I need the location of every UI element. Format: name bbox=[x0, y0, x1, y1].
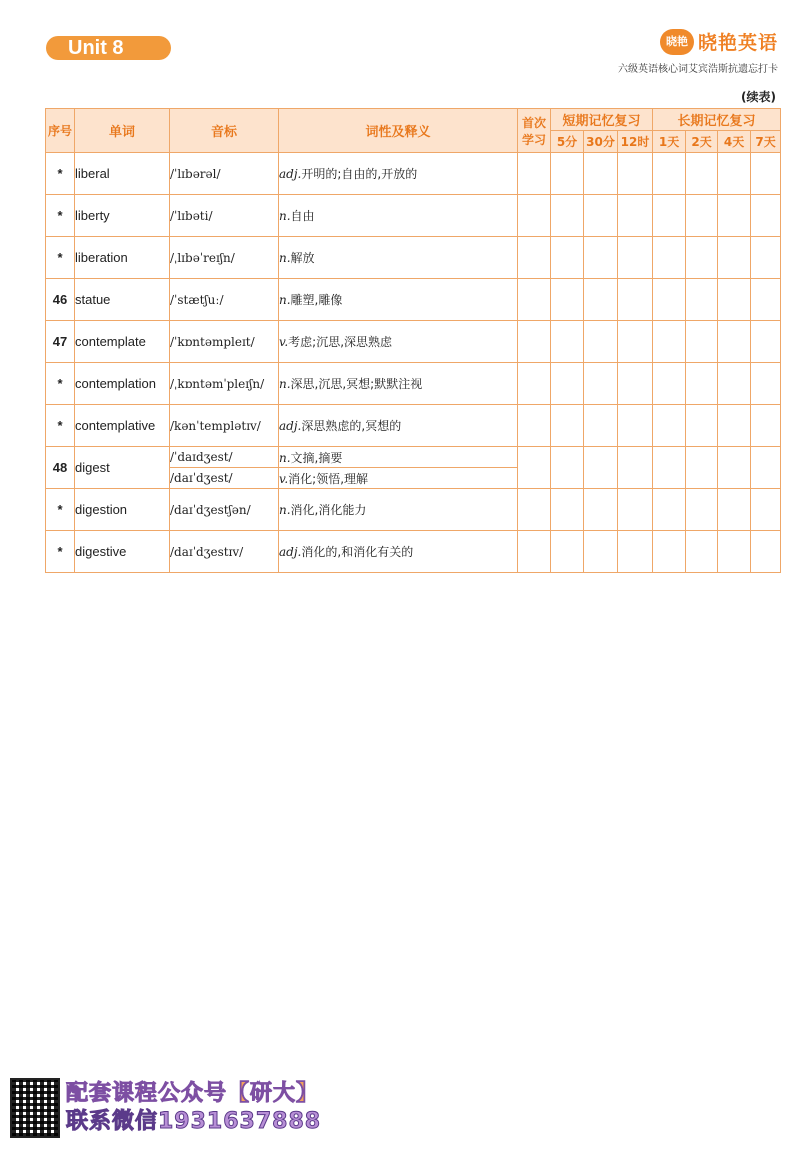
review-checkbox-cell[interactable] bbox=[584, 153, 618, 195]
table-row bbox=[46, 531, 781, 573]
watermark-line1: 配套课程公众号【研大】 bbox=[66, 1081, 320, 1106]
review-checkbox-cell[interactable] bbox=[718, 405, 751, 447]
header-long-term: 长期记忆复习 bbox=[653, 109, 781, 131]
unit-badge: Unit 8 bbox=[46, 36, 171, 60]
review-checkbox-cell[interactable] bbox=[686, 321, 718, 363]
review-checkbox-cell[interactable] bbox=[518, 321, 551, 363]
meaning: 自由 bbox=[290, 209, 315, 223]
review-checkbox-cell[interactable] bbox=[751, 279, 781, 321]
header-long-col: 1天 bbox=[653, 131, 686, 153]
table-row bbox=[46, 405, 781, 447]
word-cell: digestion bbox=[75, 489, 170, 531]
header-definition: 词性及释义 bbox=[279, 109, 518, 153]
review-checkbox-cell[interactable] bbox=[653, 153, 686, 195]
header-word: 单词 bbox=[75, 109, 170, 153]
part-of-speech: n. bbox=[279, 209, 291, 223]
review-checkbox-cell[interactable] bbox=[751, 405, 781, 447]
meaning: 雕塑,雕像 bbox=[290, 293, 343, 307]
meaning: 消化,消化能力 bbox=[290, 503, 367, 517]
definition-cell bbox=[279, 153, 518, 195]
header-first-study: 首次学习 bbox=[518, 109, 551, 153]
part-of-speech: v. bbox=[279, 335, 289, 349]
meaning: 考虑;沉思,深思熟虑 bbox=[288, 335, 393, 349]
part-of-speech: n. bbox=[279, 450, 291, 465]
review-checkbox-cell[interactable] bbox=[551, 279, 584, 321]
table-row bbox=[46, 195, 781, 237]
row-number: * bbox=[46, 405, 75, 447]
review-checkbox-cell[interactable] bbox=[686, 195, 718, 237]
word-cell: statue bbox=[75, 279, 170, 321]
phonetic-cell: /daɪˈdʒest/ bbox=[170, 468, 279, 489]
review-checkbox-cell[interactable] bbox=[718, 237, 751, 279]
review-checkbox-cell[interactable] bbox=[686, 237, 718, 279]
header-short-col: 12时 bbox=[618, 131, 653, 153]
review-checkbox-cell[interactable] bbox=[618, 321, 653, 363]
review-checkbox-cell[interactable] bbox=[653, 447, 686, 489]
table-row bbox=[46, 237, 781, 279]
header-long-col: 2天 bbox=[686, 131, 718, 153]
review-checkbox-cell[interactable] bbox=[618, 447, 653, 489]
review-checkbox-cell[interactable] bbox=[718, 321, 751, 363]
word-cell: contemplate bbox=[75, 321, 170, 363]
header-short-col: 30分 bbox=[584, 131, 618, 153]
header-short-col: 5分 bbox=[551, 131, 584, 153]
watermark-line2: 联系微信1931637888 bbox=[66, 1109, 322, 1134]
review-checkbox-cell[interactable] bbox=[653, 405, 686, 447]
definition-cell bbox=[279, 279, 518, 321]
review-checkbox-cell[interactable] bbox=[618, 195, 653, 237]
review-checkbox-cell[interactable] bbox=[718, 363, 751, 405]
definition-cell bbox=[279, 489, 518, 531]
part-of-speech: n. bbox=[279, 503, 291, 517]
review-checkbox-cell[interactable] bbox=[551, 195, 584, 237]
brand bbox=[660, 28, 778, 55]
meaning: 深思熟虑的,冥想的 bbox=[301, 419, 402, 433]
definition-cell bbox=[279, 468, 518, 489]
part-of-speech: v. bbox=[279, 471, 289, 486]
watermark bbox=[10, 1078, 321, 1138]
table-row bbox=[46, 489, 781, 531]
table-row bbox=[46, 321, 781, 363]
review-checkbox-cell[interactable] bbox=[584, 531, 618, 573]
review-checkbox-cell[interactable] bbox=[618, 405, 653, 447]
word-cell: liberty bbox=[75, 195, 170, 237]
review-checkbox-cell[interactable] bbox=[518, 153, 551, 195]
row-number: * bbox=[46, 489, 75, 531]
review-checkbox-cell[interactable] bbox=[686, 531, 718, 573]
header-short-term: 短期记忆复习 bbox=[551, 109, 653, 131]
review-checkbox-cell[interactable] bbox=[718, 195, 751, 237]
word-cell: contemplation bbox=[75, 363, 170, 405]
review-checkbox-cell[interactable] bbox=[686, 489, 718, 531]
phonetic-cell: /ˈdaɪdʒest/ bbox=[170, 447, 279, 468]
definition-cell bbox=[279, 237, 518, 279]
row-number: * bbox=[46, 363, 75, 405]
meaning: 消化;领悟,理解 bbox=[288, 471, 369, 486]
word-cell: digestive bbox=[75, 531, 170, 573]
phonetic-cell: /ˌkɒntəmˈpleɪʃn/ bbox=[170, 363, 279, 405]
definition-cell bbox=[279, 405, 518, 447]
header-long-col: 4天 bbox=[718, 131, 751, 153]
review-checkbox-cell[interactable] bbox=[751, 489, 781, 531]
phonetic-cell: /ˈlɪbəti/ bbox=[170, 195, 279, 237]
row-number: 46 bbox=[46, 279, 75, 321]
review-checkbox-cell[interactable] bbox=[751, 447, 781, 489]
review-checkbox-cell[interactable] bbox=[618, 489, 653, 531]
continued-label: (续表) bbox=[741, 90, 776, 104]
review-checkbox-cell[interactable] bbox=[751, 321, 781, 363]
definition-cell bbox=[279, 321, 518, 363]
review-checkbox-cell[interactable] bbox=[551, 531, 584, 573]
review-checkbox-cell[interactable] bbox=[686, 279, 718, 321]
review-checkbox-cell[interactable] bbox=[653, 279, 686, 321]
part-of-speech: n. bbox=[279, 377, 291, 391]
brand-logo-icon: 晓艳 bbox=[660, 29, 694, 55]
phonetic-cell: /daɪˈdʒestʃən/ bbox=[170, 489, 279, 531]
brand-name: 晓艳英语 bbox=[697, 32, 778, 54]
review-checkbox-cell[interactable] bbox=[653, 363, 686, 405]
review-checkbox-cell[interactable] bbox=[551, 447, 584, 489]
phonetic-cell: /kənˈtemplətɪv/ bbox=[170, 405, 279, 447]
meaning: 解放 bbox=[290, 251, 315, 265]
review-checkbox-cell[interactable] bbox=[618, 153, 653, 195]
table-row bbox=[46, 279, 781, 321]
review-checkbox-cell[interactable] bbox=[584, 321, 618, 363]
review-checkbox-cell[interactable] bbox=[618, 363, 653, 405]
review-checkbox-cell[interactable] bbox=[518, 363, 551, 405]
review-checkbox-cell[interactable] bbox=[518, 531, 551, 573]
row-number: * bbox=[46, 195, 75, 237]
part-of-speech: n. bbox=[279, 293, 291, 307]
review-checkbox-cell[interactable] bbox=[653, 489, 686, 531]
review-checkbox-cell[interactable] bbox=[551, 153, 584, 195]
review-checkbox-cell[interactable] bbox=[686, 447, 718, 489]
phonetic-cell: /daɪˈdʒestɪv/ bbox=[170, 531, 279, 573]
review-checkbox-cell[interactable] bbox=[751, 531, 781, 573]
review-checkbox-cell[interactable] bbox=[584, 279, 618, 321]
part-of-speech: n. bbox=[279, 251, 291, 265]
row-number: 48 bbox=[46, 447, 75, 489]
row-number: * bbox=[46, 153, 75, 195]
review-checkbox-cell[interactable] bbox=[718, 489, 751, 531]
meaning: 深思,沉思,冥想;默默注视 bbox=[290, 377, 423, 391]
review-checkbox-cell[interactable] bbox=[518, 237, 551, 279]
review-checkbox-cell[interactable] bbox=[686, 363, 718, 405]
review-checkbox-cell[interactable] bbox=[686, 405, 718, 447]
table-row bbox=[46, 363, 781, 405]
review-checkbox-cell[interactable] bbox=[751, 195, 781, 237]
table-row bbox=[46, 447, 781, 468]
review-checkbox-cell[interactable] bbox=[618, 531, 653, 573]
review-checkbox-cell[interactable] bbox=[653, 531, 686, 573]
review-checkbox-cell[interactable] bbox=[718, 279, 751, 321]
review-checkbox-cell[interactable] bbox=[751, 237, 781, 279]
phonetic-cell: /ˈkɒntəmpleɪt/ bbox=[170, 321, 279, 363]
meaning: 开明的;自由的,开放的 bbox=[301, 167, 418, 181]
table-row bbox=[46, 153, 781, 195]
vocab-table bbox=[45, 108, 781, 573]
part-of-speech: adj. bbox=[279, 167, 302, 181]
review-checkbox-cell[interactable] bbox=[518, 279, 551, 321]
review-checkbox-cell[interactable] bbox=[718, 153, 751, 195]
word-cell: digest bbox=[75, 447, 170, 489]
meaning: 文摘,摘要 bbox=[290, 450, 343, 465]
part-of-speech: adj. bbox=[279, 419, 302, 433]
review-checkbox-cell[interactable] bbox=[686, 153, 718, 195]
header-phonetic: 音标 bbox=[170, 109, 279, 153]
review-checkbox-cell[interactable] bbox=[518, 489, 551, 531]
review-checkbox-cell[interactable] bbox=[751, 153, 781, 195]
row-number: * bbox=[46, 531, 75, 573]
review-checkbox-cell[interactable] bbox=[584, 447, 618, 489]
row-number: 47 bbox=[46, 321, 75, 363]
review-checkbox-cell[interactable] bbox=[618, 279, 653, 321]
word-cell: liberation bbox=[75, 237, 170, 279]
review-checkbox-cell[interactable] bbox=[584, 237, 618, 279]
meaning: 消化的,和消化有关的 bbox=[301, 545, 414, 559]
review-checkbox-cell[interactable] bbox=[551, 405, 584, 447]
word-cell: contemplative bbox=[75, 405, 170, 447]
review-checkbox-cell[interactable] bbox=[751, 363, 781, 405]
review-checkbox-cell[interactable] bbox=[718, 531, 751, 573]
header-long-col: 7天 bbox=[751, 131, 781, 153]
part-of-speech: adj. bbox=[279, 545, 302, 559]
header-seq: 序号 bbox=[46, 109, 75, 153]
qr-code-icon bbox=[10, 1078, 60, 1138]
review-checkbox-cell[interactable] bbox=[718, 447, 751, 489]
definition-cell bbox=[279, 531, 518, 573]
phonetic-cell: /ˌlɪbəˈreɪʃn/ bbox=[170, 237, 279, 279]
definition-cell bbox=[279, 447, 518, 468]
phonetic-cell: /ˈstætʃuː/ bbox=[170, 279, 279, 321]
review-checkbox-cell[interactable] bbox=[518, 195, 551, 237]
review-checkbox-cell[interactable] bbox=[618, 237, 653, 279]
definition-cell bbox=[279, 363, 518, 405]
review-checkbox-cell[interactable] bbox=[584, 489, 618, 531]
review-checkbox-cell[interactable] bbox=[653, 321, 686, 363]
review-checkbox-cell[interactable] bbox=[551, 489, 584, 531]
review-checkbox-cell[interactable] bbox=[584, 405, 618, 447]
brand-subtitle: 六级英语核心词艾宾浩斯抗遗忘打卡 bbox=[618, 64, 778, 75]
row-number: * bbox=[46, 237, 75, 279]
review-checkbox-cell[interactable] bbox=[551, 363, 584, 405]
review-checkbox-cell[interactable] bbox=[551, 237, 584, 279]
review-checkbox-cell[interactable] bbox=[518, 447, 551, 489]
phonetic-cell: /ˈlɪbərəl/ bbox=[170, 153, 279, 195]
review-checkbox-cell[interactable] bbox=[551, 321, 584, 363]
review-checkbox-cell[interactable] bbox=[584, 195, 618, 237]
review-checkbox-cell[interactable] bbox=[518, 405, 551, 447]
review-checkbox-cell[interactable] bbox=[584, 363, 618, 405]
review-checkbox-cell[interactable] bbox=[653, 237, 686, 279]
word-cell: liberal bbox=[75, 153, 170, 195]
review-checkbox-cell[interactable] bbox=[653, 195, 686, 237]
definition-cell bbox=[279, 195, 518, 237]
